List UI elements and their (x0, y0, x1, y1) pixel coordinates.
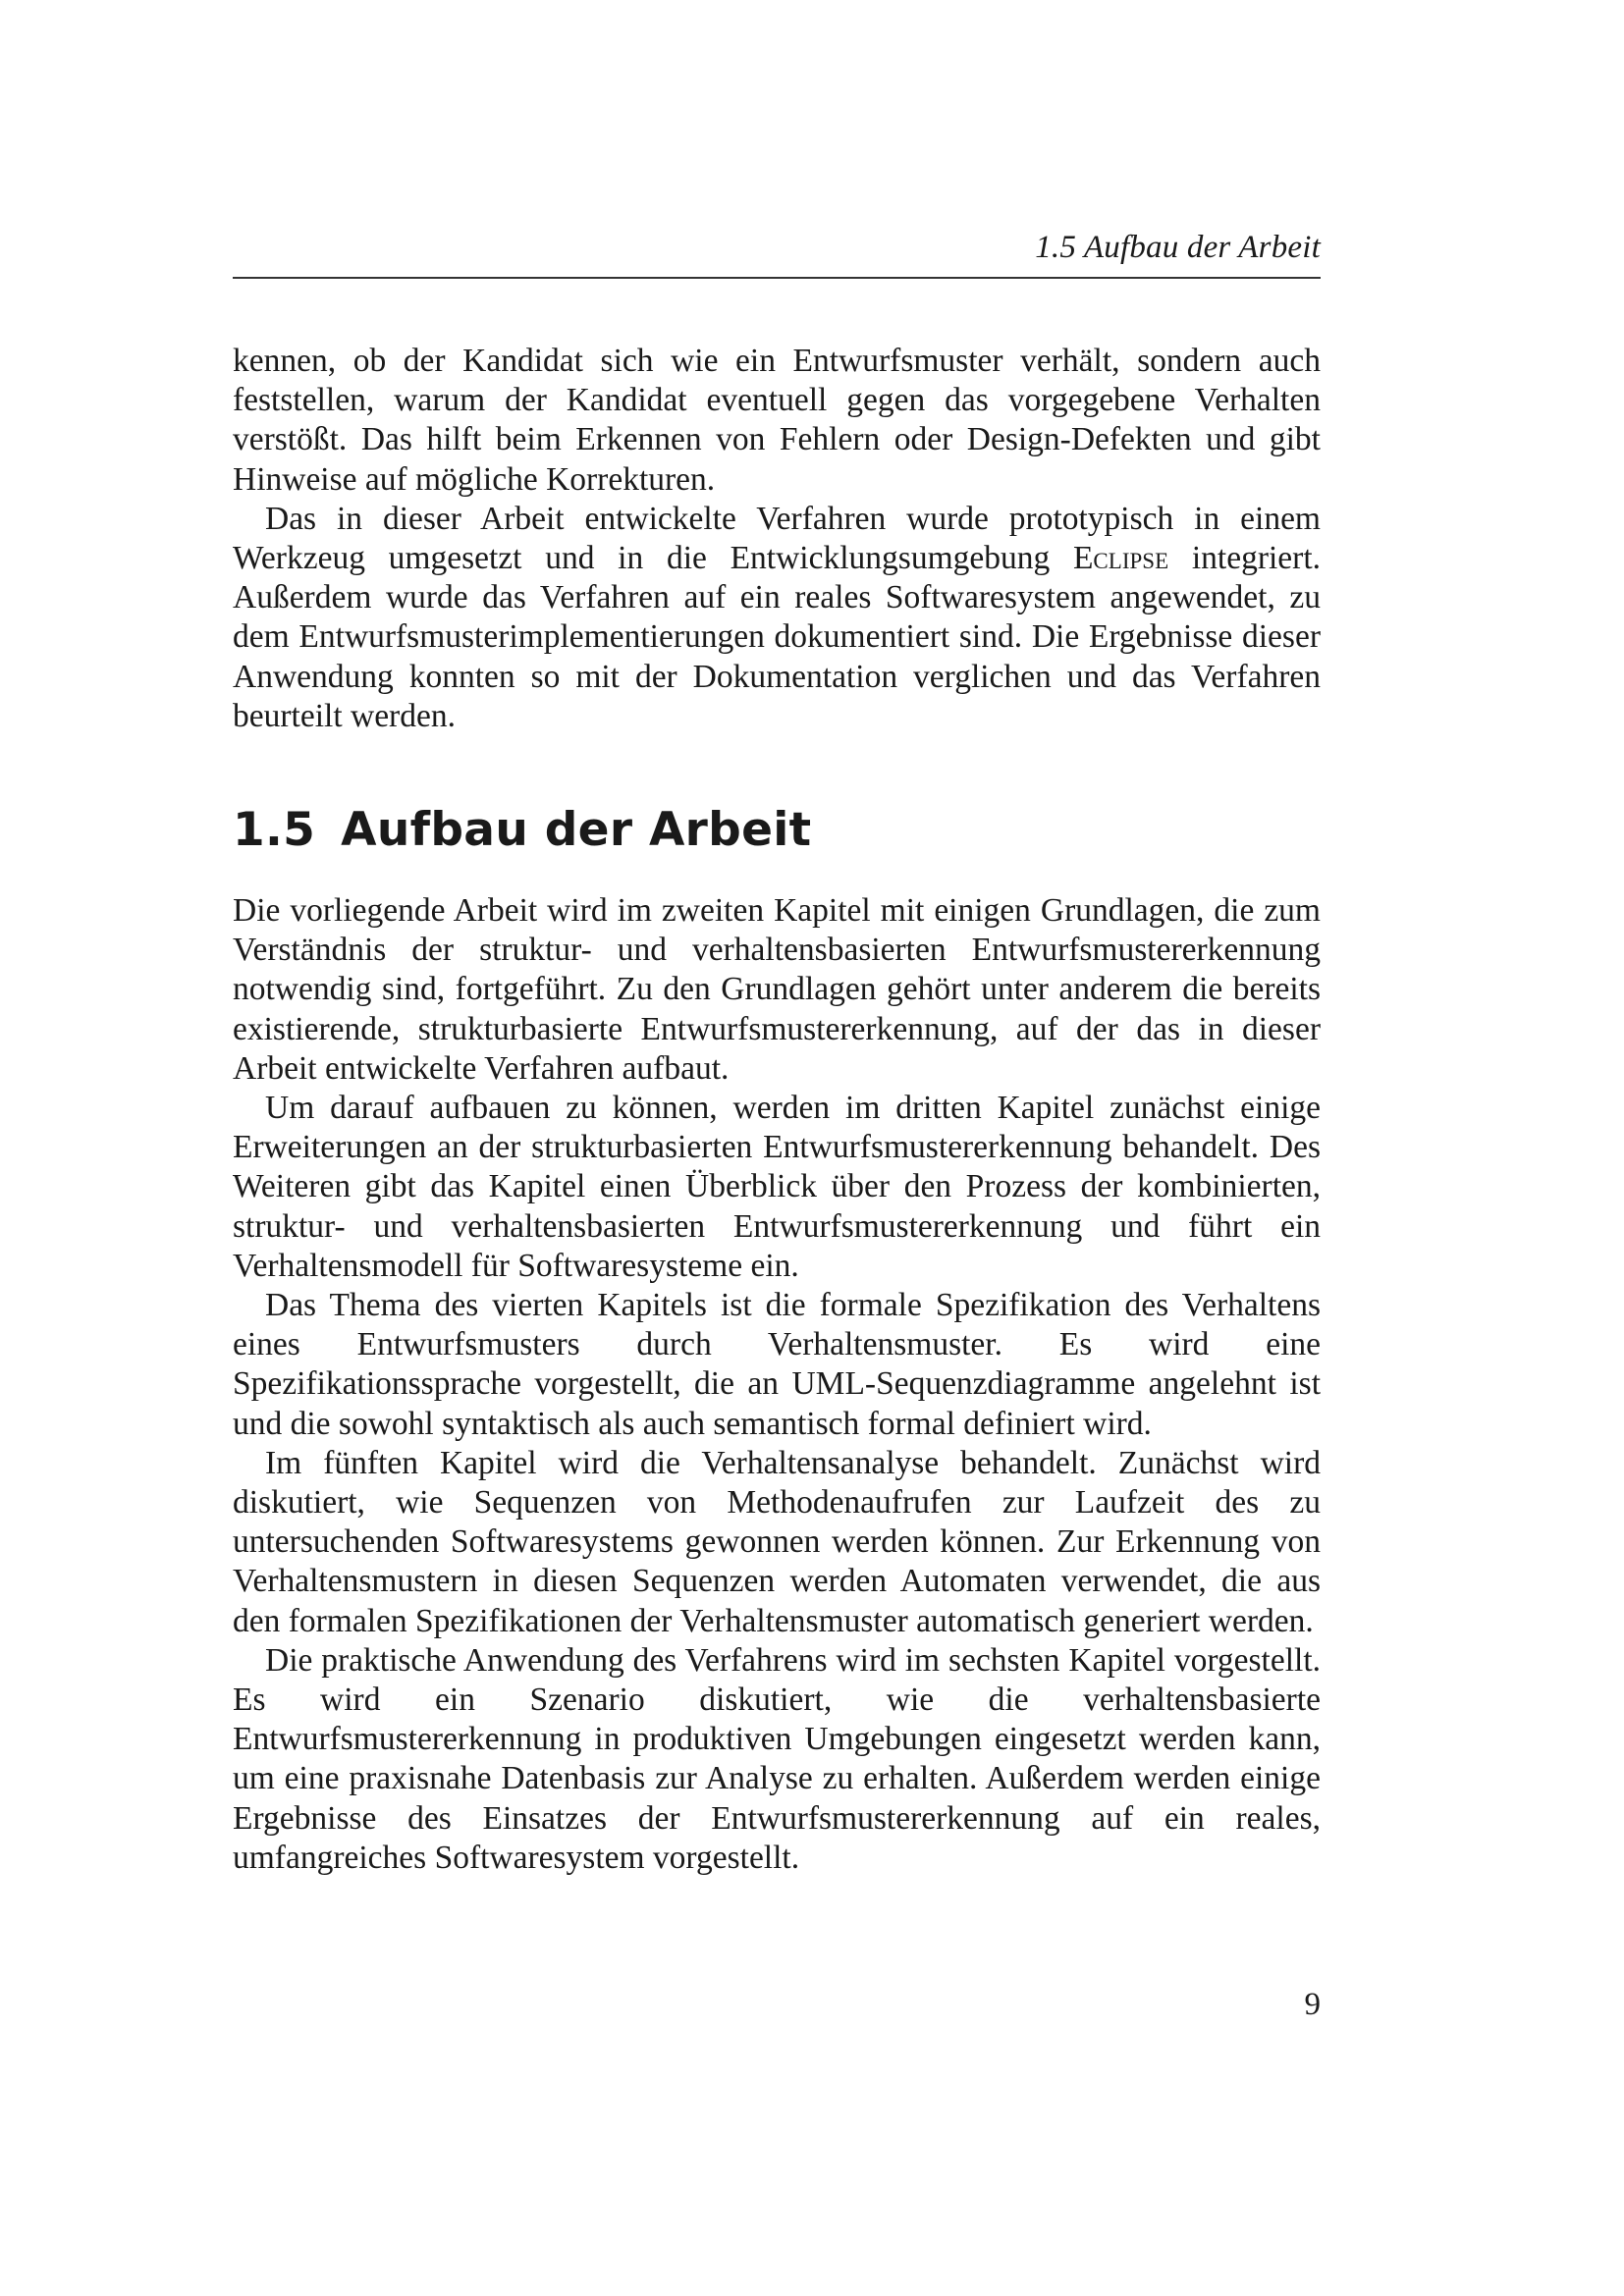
section-paragraph-3: Das Thema des vierten Kapitels ist die formale Spezifikation des Verhaltens eines Entwurfsmusters durch Verhaltensmuster. Es wird eine Spezifikationssprache vorgestellt, die an UML-Sequenzdiagramme angelehnt ist und die sowohl syntaktisch als auch semantisch formal definiert wird. (233, 1287, 1321, 1442)
section-paragraph-5: Die praktische Anwendung des Verfahrens wird im sechsten Kapitel vorgestellt. Es wird ein Szenario diskutiert, wie die verhaltensbasierte Entwurfsmustererkennung in produktiven Umgebungen eingesetzt werden kann, um eine praxisnahe Datenbasis zur Analyse zu erhalten. Außerdem werden einige Ergebnisse des Einsatzes der Entwurfsmustererkennung auf ein reales, umfangreiches Softwaresystem vorgestellt. (233, 1641, 1321, 1876)
intro-paragraph-2-end: integriert. Außerdem wurde das Verfahren auf ein reales Softwaresystem angewendet, zu dem Entwurfsmusterimplementierungen dokumentiert sind. Die Ergebnisse dieser Anwendung konnten so mit der Dokumentation verglichen und das Verfahren beurteilt werden. (233, 540, 1321, 734)
section-paragraph-1: Die vorliegende Arbeit wird im zweiten Kapitel mit einigen Grundlagen, die zum Verständnis der struktur- und verhaltensbasierten Entwurfsmustererkennung notwendig sind, fortgeführt. Zu den Grundlagen gehört unter anderem die bereits existierende, strukturbasierte Entwurfsmustererkennung, auf der das in dieser Arbeit entwickelte Verfahren aufbaut. (233, 892, 1321, 1087)
intro-paragraph-2 (233, 500, 1321, 736)
intro-paragraph-2-start: Das in dieser Arbeit entwickelte Verfahren wurde prototypisch in einem Werkzeug umgesetzt und in die Entwicklungsumgebung (233, 500, 1321, 577)
section-number: 1.5 (233, 803, 316, 857)
section-body (233, 891, 1321, 1878)
running-header (233, 228, 1321, 279)
eclipse-tool-name: Eclipse (1072, 540, 1169, 577)
section-heading (233, 803, 811, 858)
intro-paragraph-1: kennen, ob der Kandidat sich wie ein Entwurfsmuster verhält, sondern auch feststellen, warum der Kandidat eventuell gegen das vorgegebene Verhalten verstößt. Das hilft beim Erkennen von Fehlern oder Design-Defekten und gibt Hinweise auf mögliche Korrekturen. (233, 343, 1321, 498)
intro-text (233, 342, 1321, 736)
page-number: 9 (1304, 1987, 1321, 2022)
section-paragraph-2: Um darauf aufbauen zu können, werden im dritten Kapitel zunächst einige Erweiterungen an der strukturbasierten Entwurfsmustererkennung behandelt. Des Weiteren gibt das Kapitel einen Überblick über den Prozess der kombinierten, struktur- und verhaltensbasierten Entwurfsmustererkennung und führt ein Verhaltensmodell für Softwaresysteme ein. (233, 1090, 1321, 1284)
running-header-title: 1.5 Aufbau der Arbeit (1035, 230, 1321, 265)
section-title: Aufbau der Arbeit (341, 803, 812, 857)
section-paragraph-4: Im fünften Kapitel wird die Verhaltensanalyse behandelt. Zunächst wird diskutiert, wie Sequenzen von Methodenaufrufen zur Laufzeit des zu untersuchenden Softwaresystems gewonnen werden können. Zur Erkennung von Verhaltensmustern in diesen Sequenzen werden Automaten verwendet, die aus den formalen Spezifikationen der Verhaltensmuster automatisch generiert werden. (233, 1444, 1321, 1639)
